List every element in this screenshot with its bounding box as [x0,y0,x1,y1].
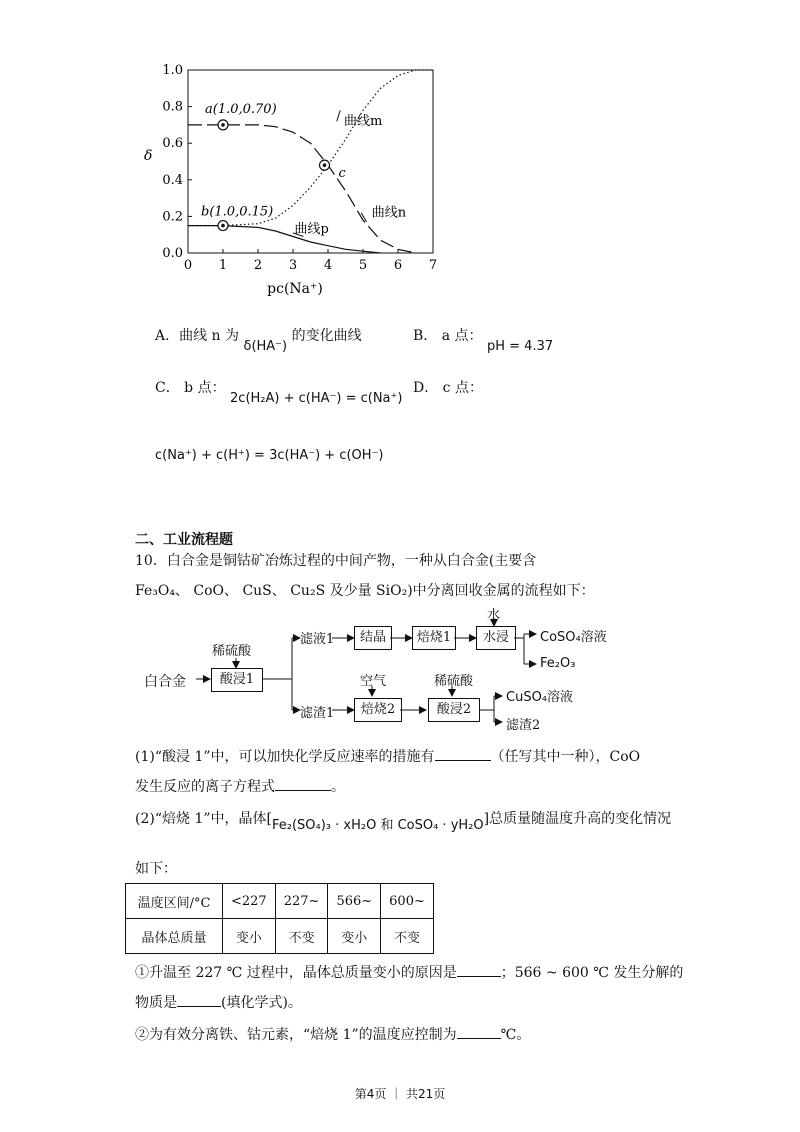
flow-step2-box: 酸浸2 [428,698,480,722]
answer-blank-5[interactable] [457,1026,501,1039]
x-tick-label: 3 [288,258,298,273]
temperature-table [125,883,434,954]
answer-blank-3[interactable] [457,964,501,977]
flow-water: 水 [487,608,501,623]
x-tick-label: 1 [218,258,228,273]
q1-line2: 发生反应的离子方程式 。 [135,779,345,795]
flow-start: 白合金 [144,674,186,690]
point-label: c [338,166,346,182]
series-leader [337,110,341,121]
answer-blank-2[interactable] [275,778,331,791]
point-label: a(1.0,0.70) [205,101,277,117]
series-label: 曲线m [344,114,383,130]
q10-line1: 10．白合金是铜钴矿冶炼过程的中间产物，一种从白合金(主要含 [135,553,537,569]
flow-crystal-box: 结晶 [354,626,392,650]
flow-out4: 滤渣2 [506,718,541,733]
series-line [188,70,433,226]
table-cell: 晶体总质量 [126,919,223,954]
option-a-math: δ(HA⁻) [243,339,288,354]
y-axis-label: δ [144,148,153,164]
x-tick-label: 4 [323,258,333,273]
q2-line1: (2)“焙烧 1”中，晶体[Fe₂(SO₄)₃ · xH₂O 和 CoSO₄ · yH₂O]总质量随温度升高的变化情况 [135,811,672,833]
flow-out2: Fe₂O₃ [540,656,576,671]
option-b [413,325,554,354]
x-tick-label: 0 [183,258,193,273]
option-c-prefix: C． b 点： [155,380,226,396]
flow-roast2-box: 焙烧2 [354,698,402,722]
option-a [155,325,362,354]
flow-reagent2: 稀硫酸 [434,674,474,689]
q2-line2: 如下： [135,861,177,877]
point-marker-dot [323,163,327,167]
point-label: b(1.0,0.15) [201,204,274,220]
y-tick-label: 0.8 [162,99,183,115]
table-cell: 变小 [328,919,381,954]
series-label: 曲线p [294,222,329,238]
table-header: 600~ [381,884,434,919]
table-header: 温度区间/°C [126,884,223,919]
flow-step1-box: 酸浸1 [211,668,263,692]
distribution-chart [130,55,460,300]
table-header: 227~ [275,884,328,919]
option-a-suffix: 的变化曲线 [291,328,362,344]
series-label: 曲线n [371,205,407,221]
table-cell: 不变 [381,919,434,954]
page-footer: 第4页 ｜ 共21页 [354,1087,446,1101]
y-tick-label: 0.6 [162,136,183,152]
x-tick-label: 7 [428,258,438,273]
q10-line2: Fe₃O₄、 CoO、 CuS、 Cu₂S 及少量 SiO₂)中分离回收金属的流程如下： [135,583,595,599]
y-tick-label: 0.4 [162,172,183,188]
point-marker-dot [221,224,225,228]
flow-waterleach-box: 水浸 [476,626,516,650]
x-tick-label: 2 [253,258,263,273]
x-tick-label: 5 [358,258,368,273]
option-d-math: c(Na⁺) + c(H⁺) = 3c(HA⁻) + c(OH⁻) [155,448,384,463]
flow-air: 空气 [360,674,387,689]
table-header: <227 [223,884,276,919]
option-c [155,377,403,406]
x-tick-label: 6 [393,258,403,273]
option-c-math: 2c(H₂A) + c(HA⁻) = c(Na⁺) [230,391,403,406]
option-b-prefix: B． a 点： [413,328,483,344]
x-axis-label: pc(Na⁺) [267,281,323,297]
table-header: 566~ [328,884,381,919]
answer-blank-4[interactable] [177,994,221,1007]
y-tick-label: 0.2 [162,209,183,225]
option-d [413,377,483,397]
flow-roast1-box: 焙烧1 [412,626,456,650]
flow-out1: CoSO₄溶液 [540,630,607,645]
flow-reagent1: 稀硫酸 [212,644,252,659]
flow-out3: CuSO₄溶液 [506,690,574,705]
table-cell: 变小 [223,919,276,954]
flow-filtrate1: 滤液1 [300,632,335,647]
section-title: 二、工业流程题 [135,532,233,548]
q1-line1: (1)“酸浸 1”中，可以加快化学反应速率的措施有 （任写其中一种），CoO [135,749,641,765]
series-line [188,226,381,253]
y-tick-label: 1.0 [162,63,183,78]
y-tick-label: 0.0 [162,246,183,261]
point-marker-dot [221,123,225,127]
option-b-math: pH = 4.37 [487,339,554,354]
answer-blank-1[interactable] [435,748,491,761]
flow-residue1: 滤渣1 [300,706,335,721]
sub1-line1: ①升温至 227 ℃ 过程中，晶体总质量变小的原因是 ；566 ~ 600 ℃ 发生分解的 [135,965,684,981]
sub1-line2: 物质是 (填化学式)。 [135,995,302,1011]
option-d-prefix: D． c 点： [413,380,483,396]
sub2-line: ②为有效分离铁、钴元素，“焙烧 1”的温度应控制为 ℃。 [135,1027,531,1043]
table-cell: 不变 [275,919,328,954]
option-a-prefix: A．曲线 n 为 [155,328,240,344]
